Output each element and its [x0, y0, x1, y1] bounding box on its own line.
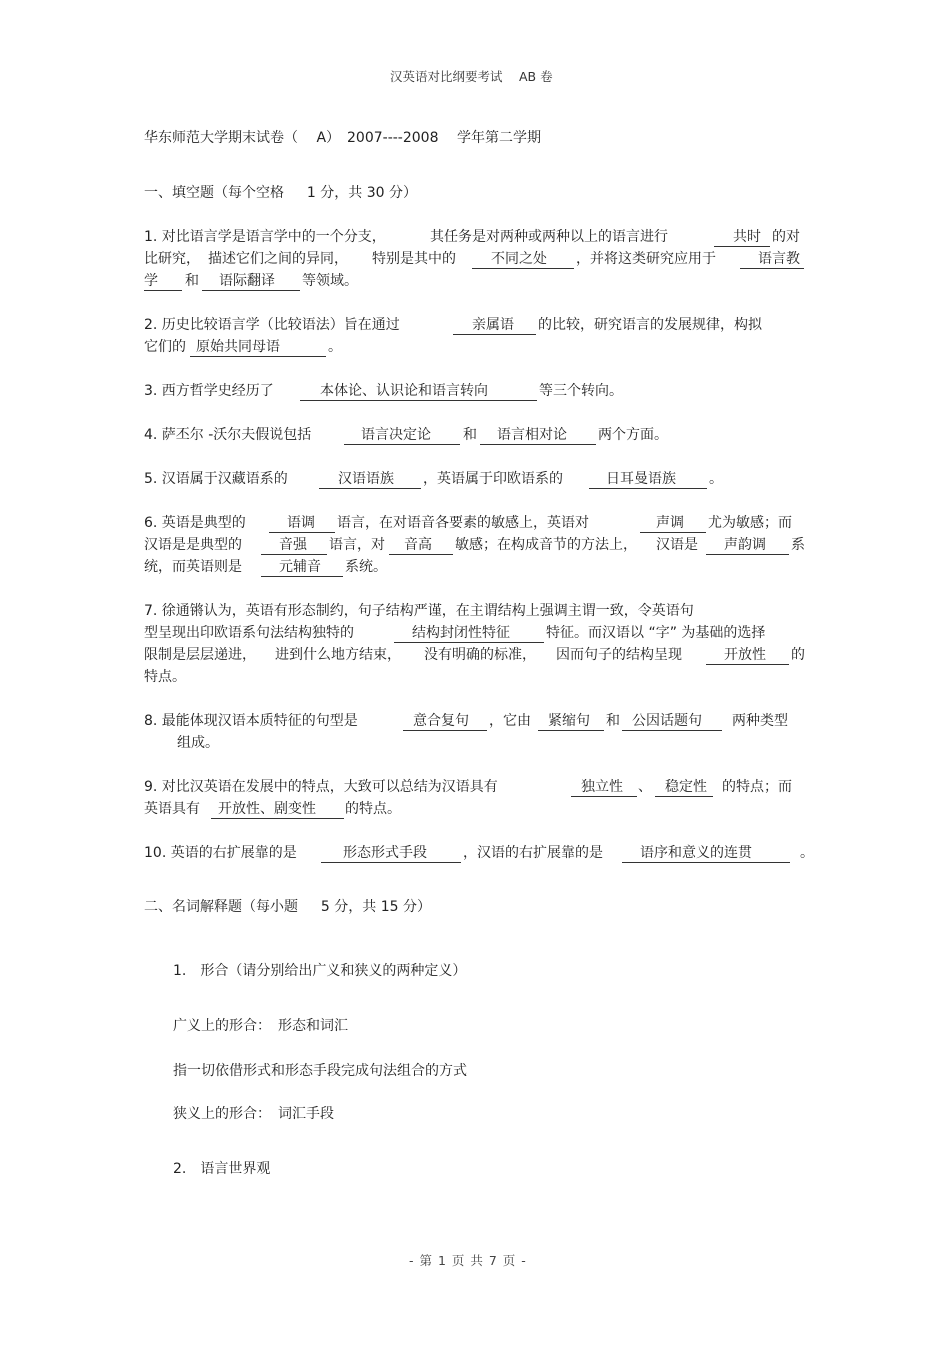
blank-underline	[269, 532, 335, 533]
q8-answer-2: 紧缩句	[548, 713, 590, 729]
q7-text: 型呈现出印欧语系句法结构独特的	[144, 625, 354, 641]
q6-text: 语言，对	[329, 537, 385, 553]
q6-answer-5: 声韵调	[724, 537, 766, 553]
term-1-broad-definition: 指一切依借形式和形态手段完成句法组合的方式	[173, 1063, 467, 1079]
q9-text: 、	[638, 779, 652, 795]
q1-text: 特别是其中的	[372, 251, 456, 267]
blank-underline	[480, 444, 596, 445]
q9-answer-3: 开放性、剧变性	[218, 801, 316, 817]
blank-underline	[389, 554, 453, 555]
blank-underline	[202, 290, 300, 291]
q1-answer-4: 语际翻译	[219, 273, 275, 289]
blank-underline	[714, 246, 770, 247]
q4-text: 两个方面。	[598, 427, 668, 443]
blank-underline	[144, 290, 182, 291]
blank-underline	[394, 642, 544, 643]
q6-text: 统，而英语则是	[144, 559, 242, 575]
q9-text: 的特点；而	[722, 779, 792, 795]
q1-answer-2: 不同之处	[491, 251, 547, 267]
q3-text: 3. 西方哲学史经历了	[144, 383, 274, 399]
q6-answer-3: 音强	[279, 537, 307, 553]
q3-text: 等三个转向。	[539, 383, 623, 399]
q4-answer-2: 语言相对论	[497, 427, 567, 443]
q7-text: 特征。而汉语以 “字” 为基础的选择	[546, 625, 766, 641]
q6-text: 语言，在对语音各要素的敏感上，英语对	[337, 515, 589, 531]
blank-underline	[453, 334, 536, 335]
blank-underline	[538, 730, 604, 731]
q7-text: 特点。	[144, 669, 186, 685]
blank-underline	[640, 532, 706, 533]
q9-text: 英语具有	[144, 801, 200, 817]
q9-answer-2: 稳定性	[665, 779, 707, 795]
q6-answer-4: 音高	[404, 537, 432, 553]
q2-text: 。	[328, 339, 342, 355]
q6-text: 尤为敏感；而	[708, 515, 792, 531]
blank-underline	[190, 356, 326, 357]
q4-text: 和	[463, 427, 477, 443]
q1-text: 和	[185, 273, 199, 289]
q10-text: 10. 英语的右扩展靠的是	[144, 845, 297, 861]
q5-text: 5. 汉语属于汉藏语系的	[144, 471, 288, 487]
q7-answer-1: 结构封闭性特征	[412, 625, 510, 641]
blank-underline	[261, 554, 327, 555]
q7-text: 限制是层层递进，	[144, 647, 256, 663]
q6-answer-6: 元辅音	[279, 559, 321, 575]
section1-title: 一、填空题（每个空格 1 分，共 30 分）	[144, 185, 417, 201]
q8-text: 和	[606, 713, 620, 729]
blank-underline	[571, 796, 637, 797]
q4-answer-1: 语言决定论	[361, 427, 431, 443]
q6-answer-2: 声调	[656, 515, 684, 531]
q2-text: 的比较，研究语言的发展规律，构拟	[538, 317, 762, 333]
blank-underline	[300, 400, 537, 401]
q8-text: ，它由	[489, 713, 531, 729]
q7-text: 没有明确的标准，	[424, 647, 536, 663]
term-1-broad: 广义上的形合： 形态和词汇	[173, 1018, 348, 1034]
blank-underline	[344, 444, 460, 445]
blank-underline	[622, 730, 722, 731]
q10-text: 。	[800, 845, 814, 861]
q1-answer-3-cont: 学	[144, 273, 158, 289]
q6-text: 系统。	[345, 559, 387, 575]
q6-text: 汉语是是典型的	[144, 537, 242, 553]
q5-text: ，英语属于印欧语系的	[423, 471, 563, 487]
q6-text: 6. 英语是典型的	[144, 515, 246, 531]
blank-underline	[740, 268, 804, 269]
q7-answer-2: 开放性	[724, 647, 766, 663]
q10-answer-1: 形态形式手段	[343, 845, 427, 861]
q9-text: 9. 对比汉英语在发展中的特点，大致可以总结为汉语具有	[144, 779, 498, 795]
term-1-heading: 1. 形合（请分别给出广义和狭义的两种定义）	[173, 963, 467, 979]
blank-underline	[261, 576, 343, 577]
q4-text: 4. 萨丕尔 -沃尔夫假说包括	[144, 427, 312, 443]
blank-underline	[655, 796, 713, 797]
q9-answer-1: 独立性	[581, 779, 623, 795]
blank-underline	[472, 268, 574, 269]
q1-text: 的对	[772, 229, 800, 245]
q1-text: 等领域。	[302, 273, 358, 289]
blank-underline	[589, 488, 707, 489]
q2-answer-1: 亲属语	[472, 317, 514, 333]
q6-text: 汉语是	[656, 537, 698, 553]
blank-underline	[622, 862, 790, 863]
q8-answer-3: 公因话题句	[632, 713, 702, 729]
q8-answer-1: 意合复句	[413, 713, 469, 729]
q5-text: 。	[709, 471, 723, 487]
blank-underline	[706, 664, 789, 665]
page-footer: - 第 1 页 共 7 页 -	[409, 1253, 527, 1268]
q8-text: 8. 最能体现汉语本质特征的句型是	[144, 713, 358, 729]
term-2-heading: 2. 语言世界观	[173, 1161, 271, 1177]
q1-answer-1: 共时	[733, 229, 761, 245]
q6-answer-1: 语调	[287, 515, 315, 531]
q10-answer-2: 语序和意义的连贯	[640, 845, 752, 861]
q6-text: 系	[791, 537, 805, 553]
q7-text: 7. 徐通锵认为，英语有形态制约，句子结构严谨，在主谓结构上强调主谓一致，令英语句	[144, 603, 694, 619]
q10-text: ，汉语的右扩展靠的是	[463, 845, 603, 861]
q2-text: 2. 历史比较语言学（比较语法）旨在通过	[144, 317, 400, 333]
q8-text: 组成。	[177, 735, 219, 751]
exam-title: 华东师范大学期末试卷（ A） 2007----2008 学年第二学期	[144, 130, 541, 146]
q2-text: 它们的	[144, 339, 186, 355]
q1-answer-3: 语言教	[758, 251, 800, 267]
q7-text: 进到什么地方结束，	[275, 647, 401, 663]
blank-underline	[211, 818, 344, 819]
q3-answer-1: 本体论、认识论和语言转向	[320, 383, 488, 399]
q5-answer-2: 日耳曼语族	[606, 471, 676, 487]
q7-text: 的	[791, 647, 805, 663]
blank-underline	[321, 862, 461, 863]
blank-underline	[403, 730, 487, 731]
q6-text: 敏感；在构成音节的方法上，	[455, 537, 637, 553]
q7-text: 因而句子的结构呈现	[556, 647, 682, 663]
q5-answer-1: 汉语语族	[338, 471, 394, 487]
blank-underline	[706, 554, 789, 555]
q1-text: 1. 对比语言学是语言学中的一个分支，	[144, 229, 386, 245]
q2-answer-2: 原始共同母语	[196, 339, 280, 355]
term-1-narrow: 狭义上的形合： 词汇手段	[173, 1106, 334, 1122]
q8-text: 两种类型	[732, 713, 788, 729]
section2-title: 二、名词解释题（每小题 5 分，共 15 分）	[144, 899, 431, 915]
q1-text: 其任务是对两种或两种以上的语言进行	[430, 229, 668, 245]
q1-text: 描述它们之间的异同，	[208, 251, 348, 267]
q1-text: ，并将这类研究应用于	[576, 251, 716, 267]
blank-underline	[319, 488, 421, 489]
q1-text: 比研究，	[144, 251, 200, 267]
q9-text: 的特点。	[345, 801, 401, 817]
running-header: 汉英语对比纲要考试 AB 卷	[390, 69, 553, 84]
